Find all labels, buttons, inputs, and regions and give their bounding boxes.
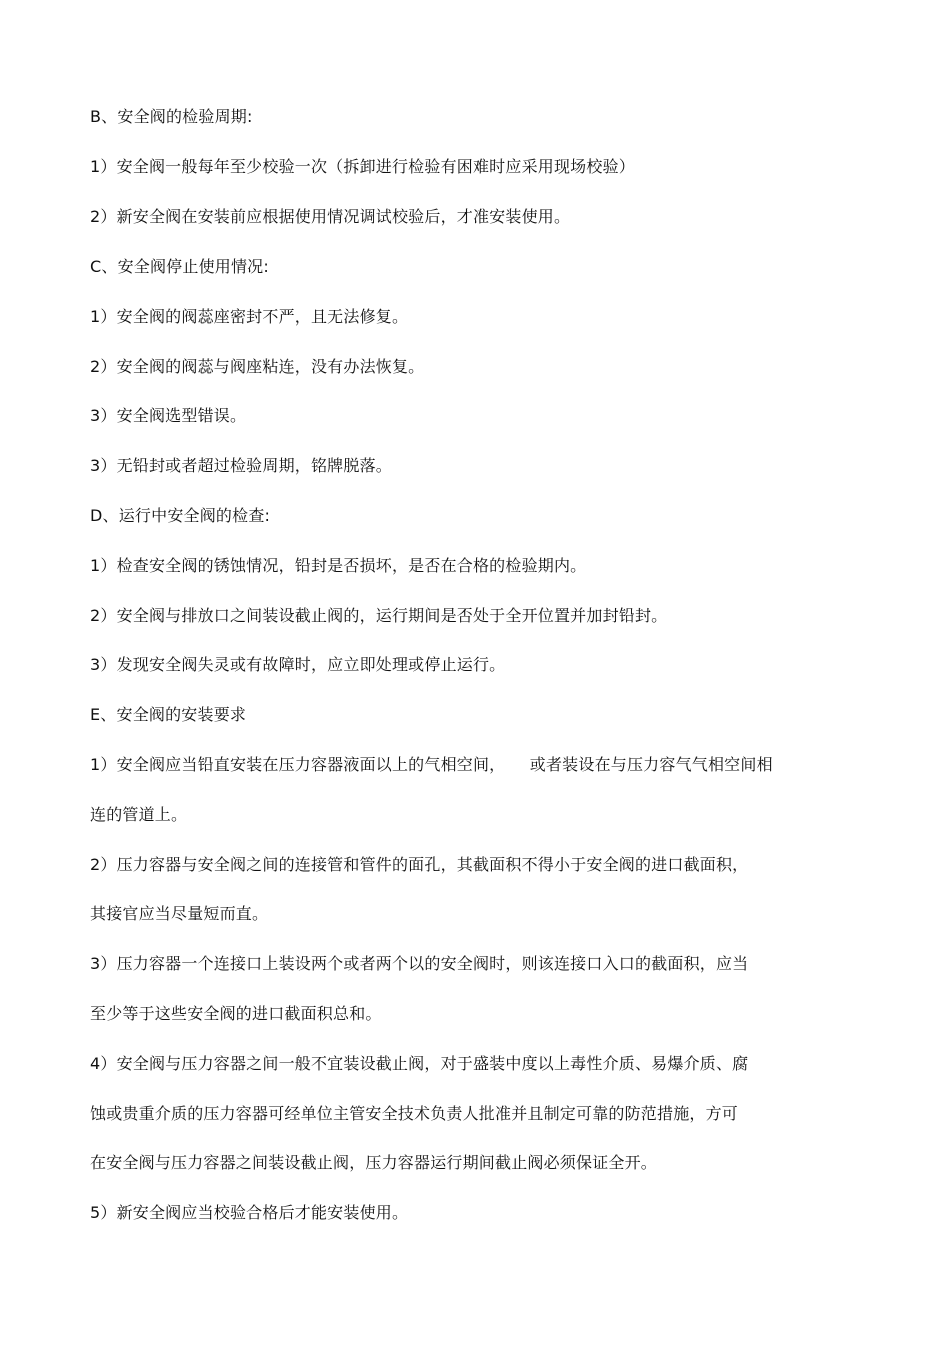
text-line: 1）检查安全阀的锈蚀情况，铅封是否损坏，是否在合格的检验期内。 — [90, 556, 587, 575]
text-line: 3）压力容器一个连接口上装设两个或者两个以的安全阀时，则该连接口入口的截面积，应当 — [90, 954, 749, 973]
text-line: 4）安全阀与压力容器之间一般不宜装设截止阀，对于盛装中度以上毒性介质、易爆介质、腐 — [90, 1054, 749, 1073]
text-line: 1）安全阀应当铅直安装在压力容器液面以上的气相空间， 或者装设在与压力容气气相空间相 — [90, 755, 773, 774]
text-line: 1）安全阀的阀蕊座密封不严，且无法修复。 — [90, 307, 409, 326]
text-line: 2）安全阀与排放口之间装设截止阀的，运行期间是否处于全开位置并加封铅封。 — [90, 606, 668, 625]
section-e-heading: E、安全阀的安装要求 — [90, 705, 247, 724]
text-line: 1）安全阀一般每年至少校验一次（拆卸进行检验有困难时应采用现场校验） — [90, 157, 635, 176]
section-c-heading: C、安全阀停止使用情况: — [90, 257, 269, 276]
text-line: 在安全阀与压力容器之间装设截止阀，压力容器运行期间截止阀必须保证全开。 — [90, 1153, 658, 1172]
text-line: 3）发现安全阀失灵或有故障时，应立即处理或停止运行。 — [90, 655, 506, 674]
text-line: 2）新安全阀在安装前应根据使用情况调试校验后，才准安装使用。 — [90, 207, 571, 226]
text-line: 2）压力容器与安全阀之间的连接管和管件的面孔，其截面积不得小于安全阀的进口截面积， — [90, 855, 749, 874]
text-line: 2）安全阀的阀蕊与阀座粘连，没有办法恢复。 — [90, 357, 425, 376]
section-d-heading: D、运行中安全阀的检查: — [90, 506, 271, 525]
text-line: 蚀或贵重介质的压力容器可经单位主管安全技术负责人批准并且制定可靠的防范措施，方可 — [90, 1104, 739, 1123]
section-b-heading: B、安全阀的检验周期: — [90, 107, 253, 126]
text-line: 5）新安全阀应当校验合格后才能安装使用。 — [90, 1203, 409, 1222]
text-line: 连的管道上。 — [90, 805, 188, 824]
text-line: 3）无铅封或者超过检验周期，铭牌脱落。 — [90, 456, 392, 475]
text-line: 其接官应当尽量短而直。 — [90, 904, 269, 923]
text-line: 3）安全阀选型错误。 — [90, 406, 247, 425]
text-line: 至少等于这些安全阀的进口截面积总和。 — [90, 1004, 382, 1023]
